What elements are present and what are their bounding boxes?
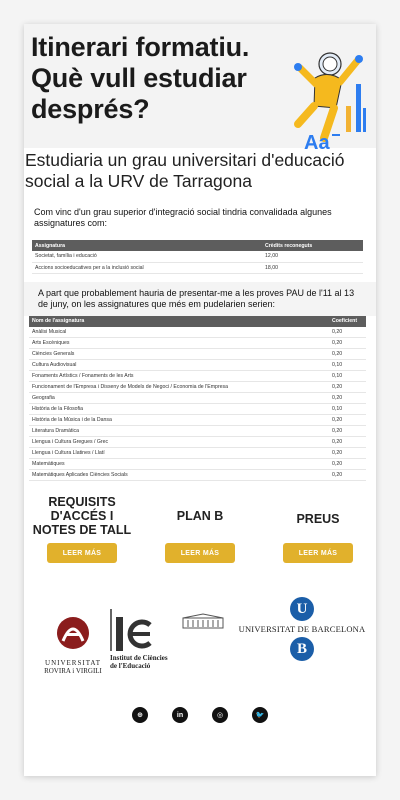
table-cell: 0,20 <box>329 393 366 404</box>
table-row <box>29 437 366 448</box>
table-cell: 0,20 <box>329 338 366 349</box>
table-cell: 12,00 <box>262 251 363 262</box>
table-cell: Literatura Dramàtica <box>29 426 329 437</box>
hero-banner <box>24 24 376 152</box>
table-cell: 0,20 <box>329 349 366 360</box>
table-row <box>29 470 366 481</box>
table-cell: 0,10 <box>329 404 366 415</box>
table-header: Crèdits reconeguts <box>262 240 363 251</box>
table-cell: 0,20 <box>329 382 366 393</box>
table-row <box>29 360 366 371</box>
urv-emblem-icon <box>53 613 93 653</box>
table-cell: 0,10 <box>329 360 366 371</box>
table-header: Assignatura <box>32 240 262 251</box>
table-cell: 0,20 <box>329 470 366 481</box>
ub-u-icon: U <box>290 597 314 621</box>
twitter-icon[interactable]: 🐦 <box>252 707 268 723</box>
table-cell: Accions socioeducatives per a la inclusió social <box>32 262 262 273</box>
table-row <box>29 448 366 459</box>
section-requisits <box>28 495 136 563</box>
credits-table <box>32 240 363 274</box>
table-row <box>29 371 366 382</box>
social-links <box>24 707 376 723</box>
table-cell: Anàlisi Musical <box>29 327 329 338</box>
table-row <box>29 382 366 393</box>
table-cell: 18,00 <box>262 262 363 273</box>
ice-name-line2: de l'Educació <box>110 662 151 670</box>
table-row <box>29 426 366 437</box>
table-cell: 0,20 <box>329 437 366 448</box>
subtitle: Estudiaria un grau universitari d'educació social a la URV de Tarragona <box>25 150 345 191</box>
ice-name-line1: Institut de Ciències <box>110 654 168 662</box>
table-cell: Història de la Filosofia <box>29 404 329 415</box>
page-title: Itinerari formatiu. Què vull estudiar després? <box>31 32 250 124</box>
section-preus <box>264 495 372 563</box>
globe-icon[interactable]: ⊕ <box>132 707 148 723</box>
astronaut-illustration-icon <box>270 48 370 152</box>
urv-logo <box>40 613 106 675</box>
table-cell: Matemàtiques Aplicades Ciències Socials <box>29 470 329 481</box>
table-row <box>32 251 363 262</box>
table-header: Coeficient <box>329 316 366 327</box>
table-cell: 0,20 <box>329 448 366 459</box>
table-cell: Arts Escèniques <box>29 338 329 349</box>
pau-subjects-table <box>29 316 366 482</box>
table-cell: Ciències Generals <box>29 349 329 360</box>
table-cell: 0,10 <box>329 371 366 382</box>
partner-logos <box>24 600 376 703</box>
pau-section <box>24 282 376 316</box>
table-header: Nom de l'assignatura <box>29 316 329 327</box>
table-row <box>29 338 366 349</box>
ub-logo <box>232 597 372 661</box>
leer-mas-button[interactable]: LEER MÁS <box>165 543 235 563</box>
linkedin-icon[interactable]: in <box>172 707 188 723</box>
urv-name-line2: ROVIRA i VIRGILI <box>44 667 102 675</box>
table-cell: Cultura Audiovisual <box>29 360 329 371</box>
instagram-icon[interactable]: ◎ <box>212 707 228 723</box>
leer-mas-button[interactable]: LEER MÁS <box>283 543 353 563</box>
section-plan-b <box>146 495 254 563</box>
table-cell: 0,20 <box>329 327 366 338</box>
table-row <box>29 415 366 426</box>
ice-emblem <box>110 609 180 651</box>
table-cell: Funcionament de l'Empresa i Disseny de Models de Negoci / Economia de l'Empresa <box>29 382 329 393</box>
table-cell: 0,20 <box>329 415 366 426</box>
svg-text:Aa: Aa <box>304 132 330 152</box>
info-sections <box>24 495 376 563</box>
table-row <box>29 349 366 360</box>
building-icon <box>182 613 224 629</box>
section-title: PLAN B <box>176 509 224 523</box>
table-row <box>29 404 366 415</box>
urv-name-line1: UNIVERSITAT <box>45 659 101 667</box>
table-cell: 0,20 <box>329 426 366 437</box>
ice-e-icon <box>126 617 154 651</box>
table-cell: Matemàtiques <box>29 459 329 470</box>
table-cell: Llengua i Cultura Llatines / Llatí <box>29 448 329 459</box>
section-title: PREUS <box>296 512 340 526</box>
ub-name: UNIVERSITAT DE BARCELONA <box>238 624 366 634</box>
table-cell: Història de la Música i de la Dansa <box>29 415 329 426</box>
pau-text: A part que probablement hauria de presentar-me a les proves PAU de l'11 al 13 de juny, on les assignatures que més em pudelarien serien: <box>38 287 355 309</box>
table-row <box>32 262 363 273</box>
ub-b-icon: B <box>290 637 314 661</box>
intro-text: Com vinc d'un grau superior d'integració social tindria convalidada algunes assignatures com: <box>34 207 332 228</box>
leer-mas-button[interactable]: LEER MÁS <box>47 543 117 563</box>
table-row <box>29 459 366 470</box>
section-title: REQUISITS D'ACCÉS I NOTES DE TALL <box>32 495 132 537</box>
table-cell: 0,20 <box>329 459 366 470</box>
page-card <box>24 24 376 776</box>
table-row <box>29 393 366 404</box>
table-cell: Fonaments Artístics / Fonaments de les Arts <box>29 371 329 382</box>
ice-logo <box>110 609 180 670</box>
table-row <box>29 327 366 338</box>
table-cell: Llengua i Cultura Gregues / Grec <box>29 437 329 448</box>
table-cell: Geografia <box>29 393 329 404</box>
table-cell: Societat, família i educació <box>32 251 262 262</box>
